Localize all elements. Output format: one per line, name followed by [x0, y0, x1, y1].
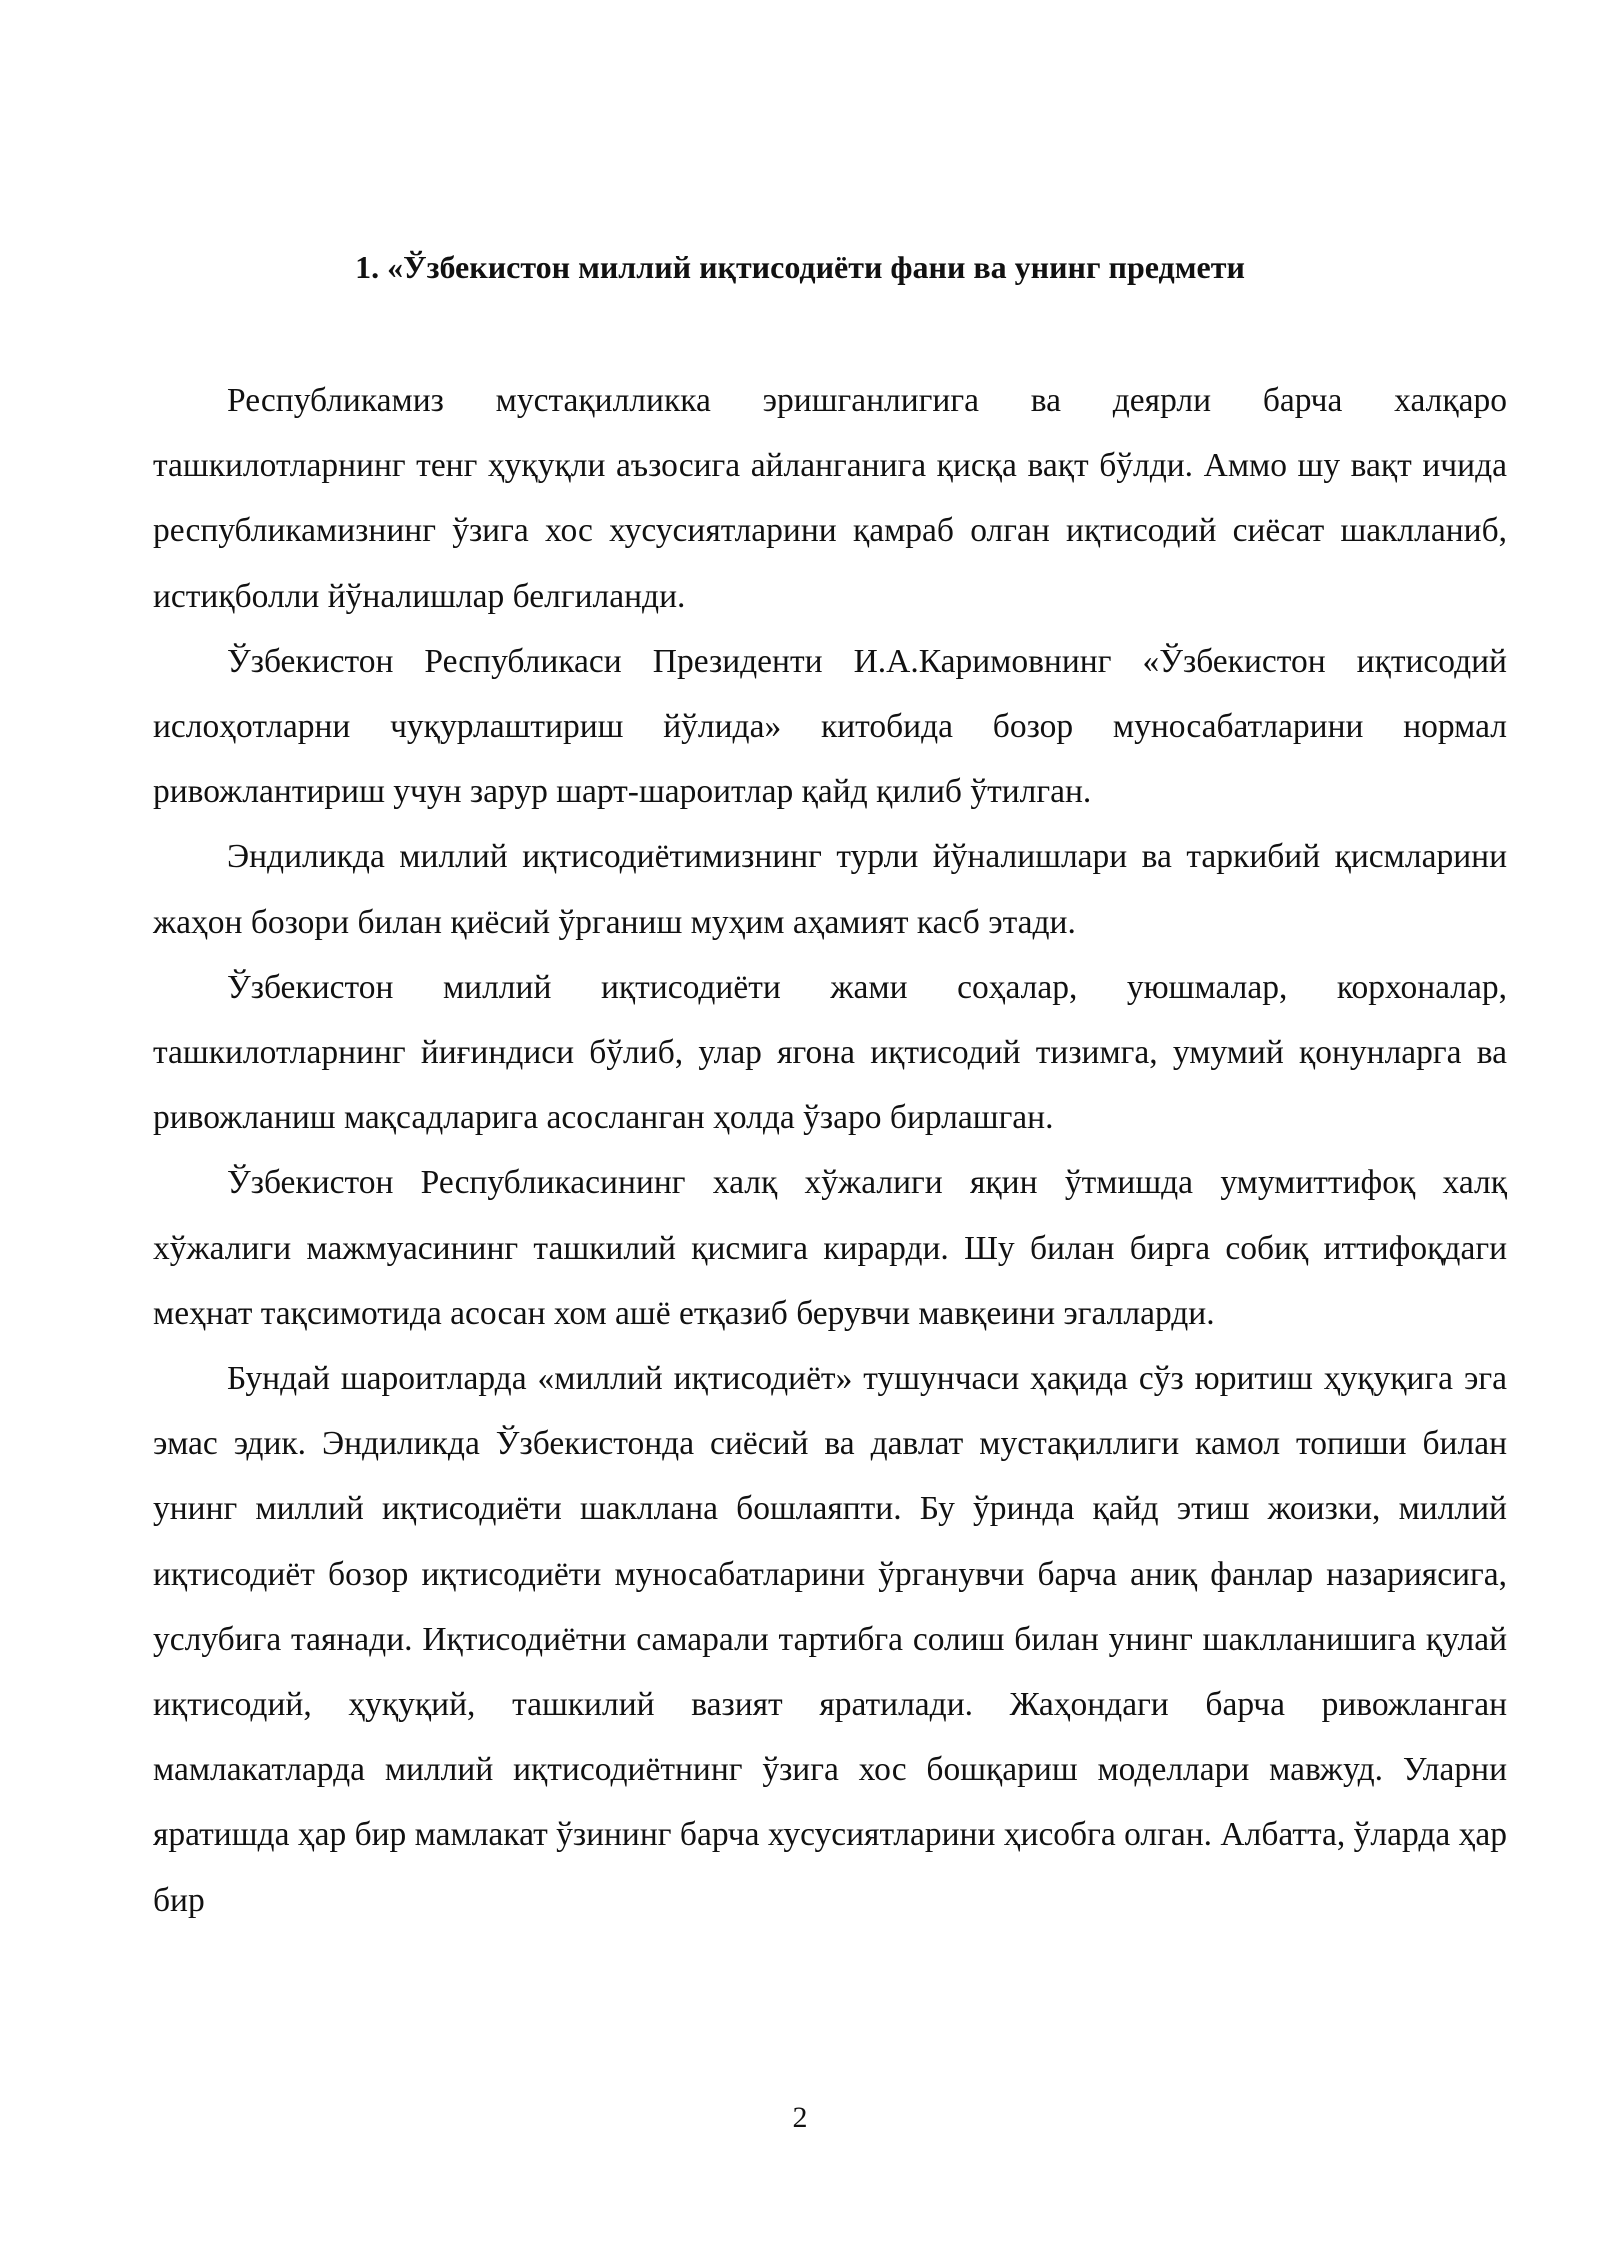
paragraph-4: Ўзбекистон миллий иқтисодиёти жами соҳалар, уюшмалар, корхоналар, ташкилотларнинг йиғиндиси бўлиб, улар ягона иқтисодий тизимга, умумий қонунларга ва ривожланиш мақсадларига асосланган ҳолда ўзаро бирлашган. [153, 968, 1507, 1137]
paragraph-6: Бундай шароитларда «миллий иқтисодиёт» тушунчаси ҳақида сўз юритиш ҳуқуқига эга эмас эдик. Эндиликда Ўзбекистонда сиёсий ва давлат мустақиллиги камол топиши билан унинг миллий иқтисодиёти шакллана бошлаяпти. Бу ўринда қайд этиш жоизки, миллий иқтисодиёт бозор иқтисодиёти муносабатларини ўрганувчи барча аниқ фанлар назариясига, услубига таянади. Иқтисодиётни самарали тартибга солиш билан унинг шаклланишига қулай иқтисодий, ҳуқуқий, ташкилий вазият яратилади. Жаҳондаги барча ривожланган мамлакатларда миллий иқтисодиётнинг ўзига хос бошқариш моделлари мавжуд. Уларни яратишда ҳар бир мамлакат ўзининг барча хусусиятларини ҳисобга олган. Албатта, ўларда ҳар бир [153, 1360, 1507, 1919]
paragraph-2: Ўзбекистон Республикаси Президенти И.А.Каримовнинг «Ўзбекистон иқтисодий ислоҳотларни чуқурлаштириш йўлида» китобида бозор муносабатларини нормал ривожлантириш учун зарур шарт-шароитлар қайд қилиб ўтилган. [153, 642, 1507, 811]
body-text [153, 368, 1507, 1933]
paragraph-5: Ўзбекистон Республикасининг халқ хўжалиги яқин ўтмишда умумиттифоқ халқ хўжалиги мажмуасининг ташкилий қисмига кирарди. Шу билан бирга собиқ иттифоқдаги меҳнат тақсимотида асосан хом ашё етқазиб берувчи мавқеини эгалларди. [153, 1164, 1507, 1332]
page-number: 2 [792, 2101, 808, 2134]
paragraph-1: Республикамиз мустақилликка эришганлигига ва деярли барча халқаро ташкилотларнинг тенг ҳуқуқли аъзосига айланганига қисқа вақт бўлди. Аммо шу вақт ичида республикамизнинг ўзига хос хусусиятларини қамраб олган иқтисодий сиёсат шаклланиб, истиқболли йўналишлар белгиланди. [153, 382, 1507, 615]
paragraph-3: Эндиликда миллий иқтисодиётимизнинг турли йўналишлари ва таркибий қисмларини жаҳон бозори билан қиёсий ўрганиш муҳим аҳамият касб этади. [153, 838, 1507, 941]
section-title: 1. «Ўзбекистон миллий иқтисодиёти фани ва унинг предмети [355, 249, 1245, 285]
